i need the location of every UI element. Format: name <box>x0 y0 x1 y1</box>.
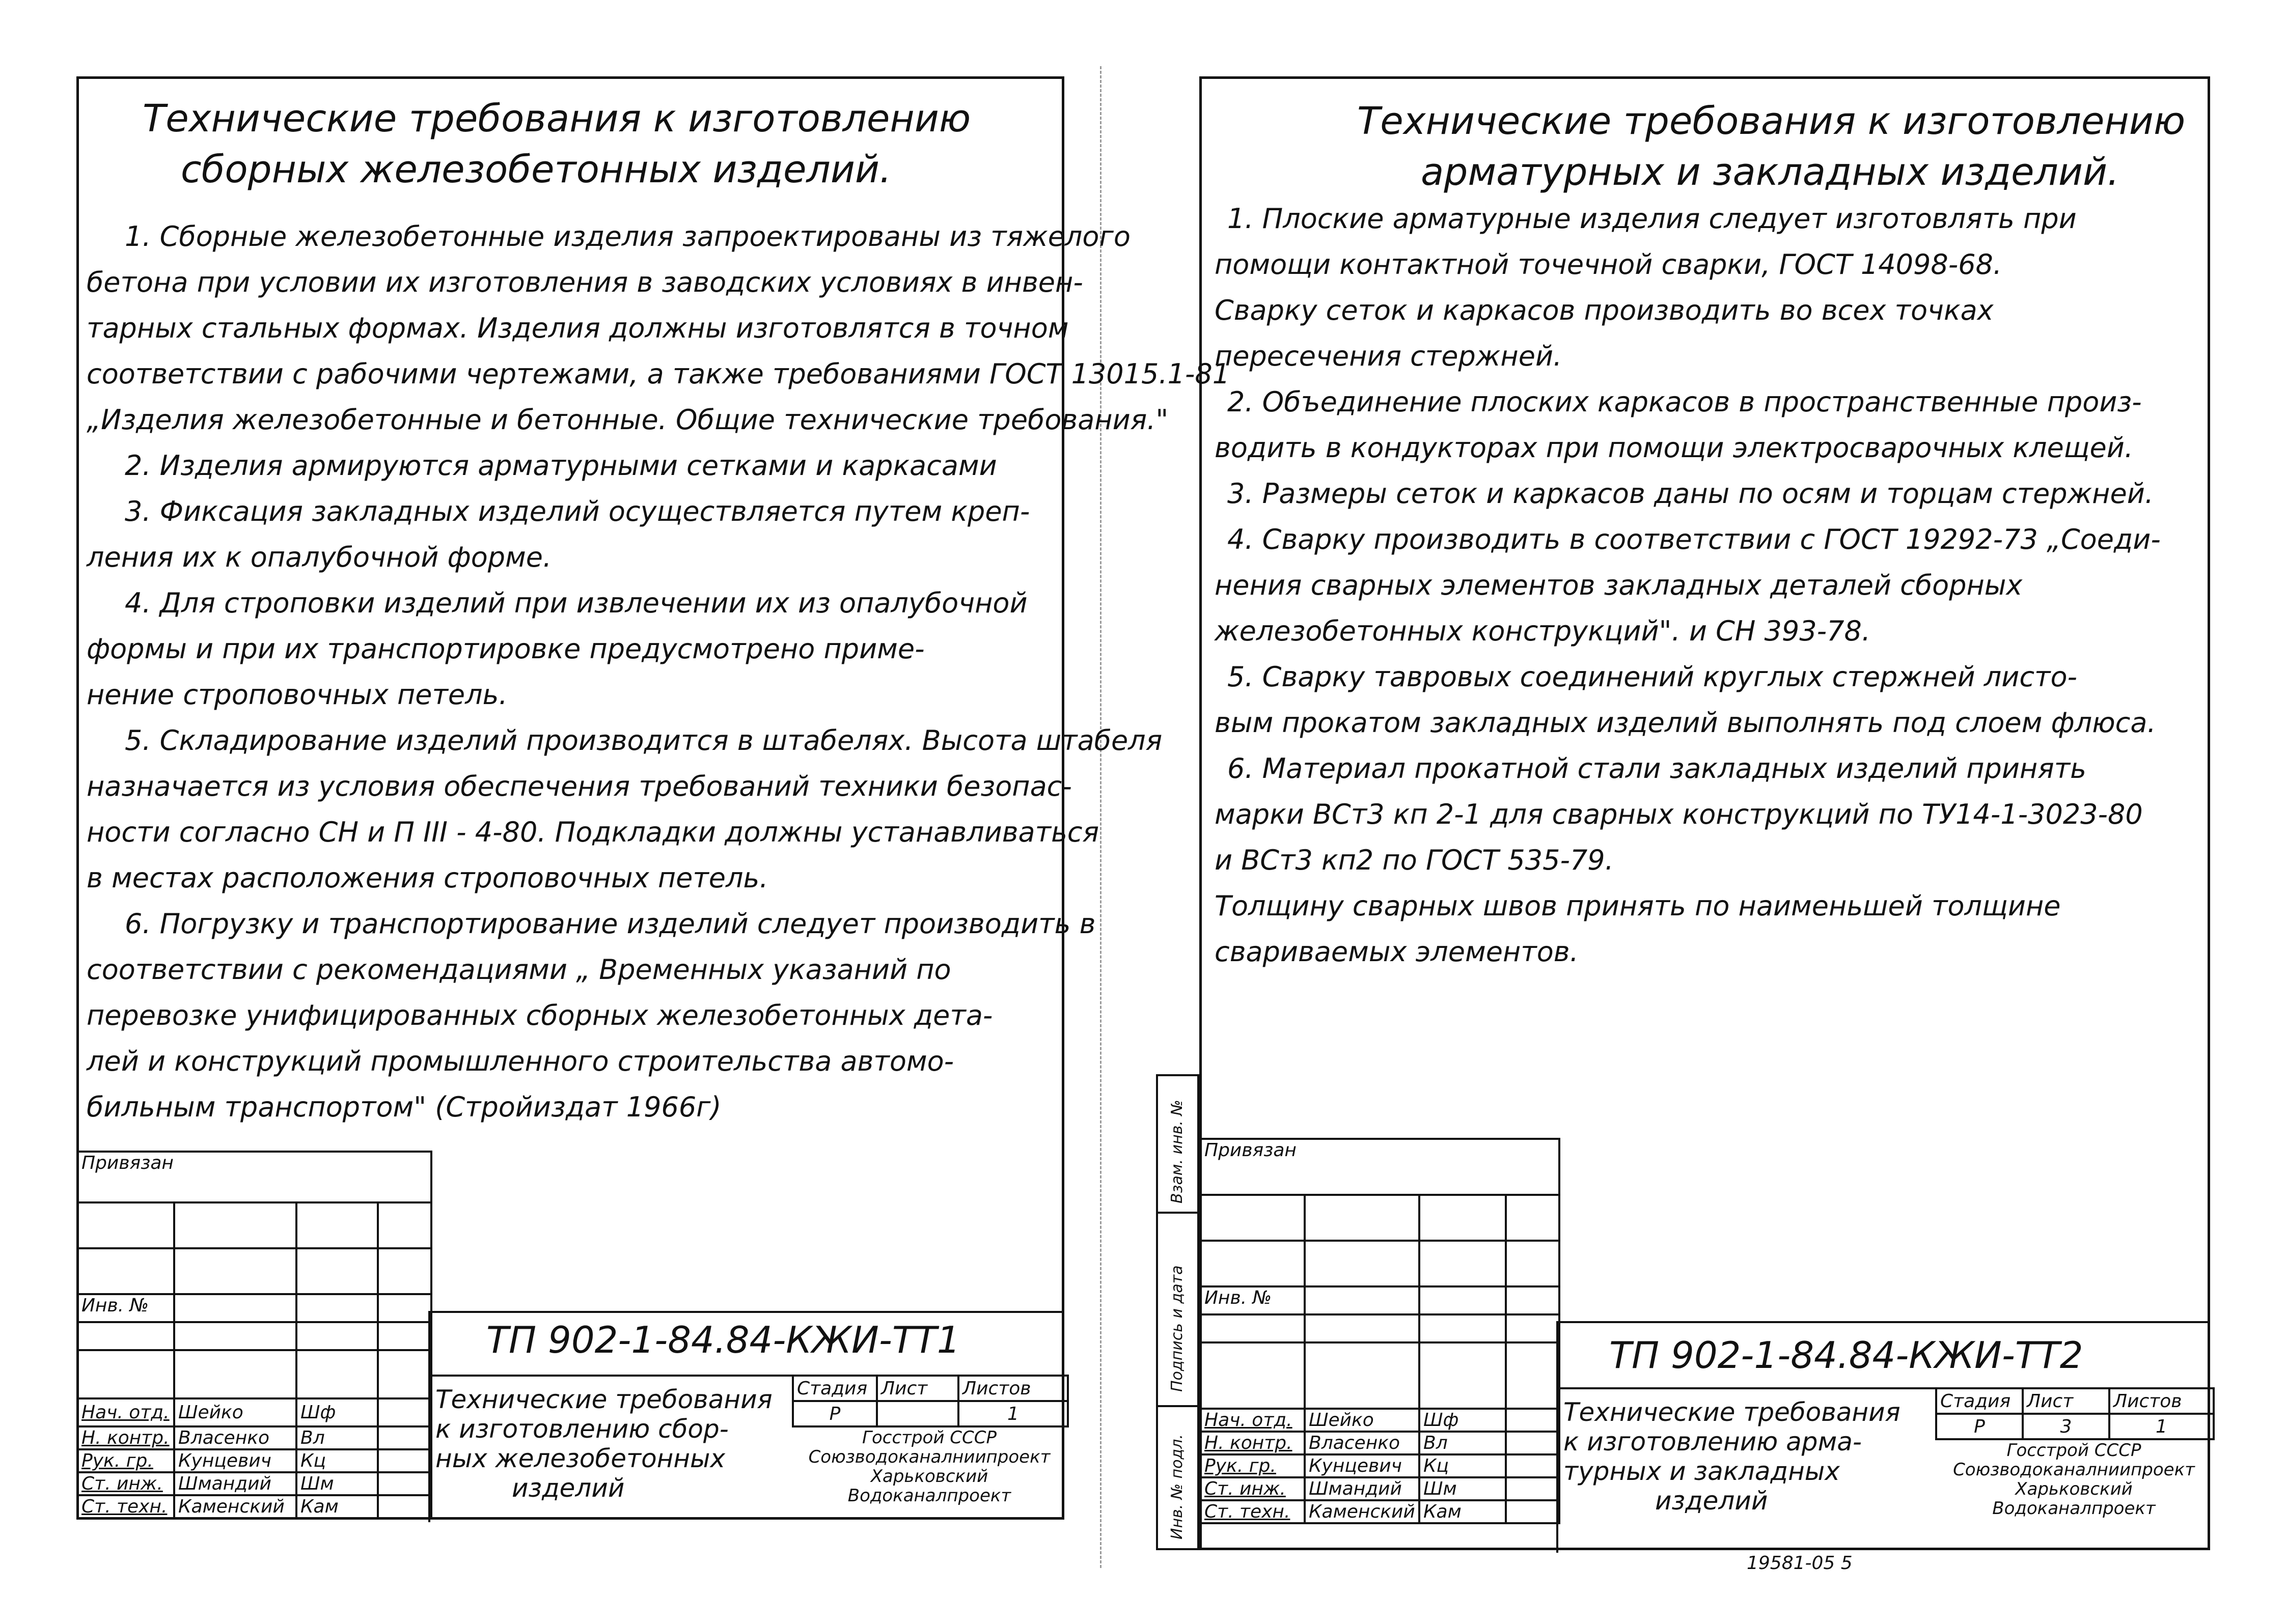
left-privyazan-block <box>76 1151 432 1519</box>
text-line: Харьковский <box>2015 1479 2133 1499</box>
text-line: Технические требования <box>1563 1397 1901 1427</box>
stamp-cell <box>1506 1241 1559 1286</box>
stamp-cell <box>1419 1314 1506 1342</box>
text-line: 2. Объединение плоских каркасов в пространственные произ- <box>1227 386 2142 418</box>
signature-cell: Вл <box>1419 1432 1506 1454</box>
text-line: нение строповочных петель. <box>87 679 508 711</box>
footnote-number: 19581-05 5 <box>1747 1553 1853 1574</box>
text-line: Харьковский <box>870 1466 988 1487</box>
right-privyazan-block <box>1199 1138 1560 1524</box>
stamp-cell <box>296 1202 378 1248</box>
stamp-cell <box>1200 1241 1305 1286</box>
inv-no-label: Инв. № <box>77 1294 174 1322</box>
stamp-cell <box>77 1202 174 1248</box>
text-line: Госстрой СССР <box>2006 1440 2141 1461</box>
name-cell: Власенко <box>1305 1432 1419 1454</box>
left-body <box>87 214 1230 1130</box>
text-line: помощи контактной точечной сварки, ГОСТ 14098-68. <box>1215 248 2002 281</box>
text-line: и ВСт3 кп2 по ГОСТ 535-79. <box>1215 844 1614 876</box>
signature-cell: Кам <box>296 1495 378 1518</box>
text-line: тарных стальных формах. Изделия должны изготовлятся в точном <box>87 312 1069 344</box>
text-line: формы и при их транспортировке предусмотрено приме- <box>87 633 925 665</box>
text-line: 3. Размеры сеток и каркасов даны по осям и торцам стержней. <box>1227 478 2154 510</box>
stamp-cell <box>1506 1409 1559 1432</box>
name-cell: Власенко <box>174 1426 296 1449</box>
stamp-cell <box>1506 1500 1559 1523</box>
name-cell: Шмандий <box>174 1472 296 1495</box>
text-line: Водоканалпроект <box>847 1486 1011 1506</box>
text-line: водить в кондукторах при помощи электросварочных клещей. <box>1215 432 2134 464</box>
role-cell: Ст. инж. <box>1200 1477 1305 1500</box>
signature-cell: Шм <box>296 1472 378 1495</box>
left-title-line-1: Технические требования к изготовлению <box>143 97 971 141</box>
role-cell: Рук. гр. <box>1200 1454 1305 1477</box>
text-line: марки ВСт3 кп 2-1 для сварных конструкций по ТУ14-1-3023-80 <box>1215 798 2143 830</box>
left-title <box>143 97 971 141</box>
sheet-value <box>877 1401 958 1426</box>
stamp-cell <box>174 1322 296 1350</box>
role-cell: Нач. отд. <box>77 1398 174 1426</box>
stage-value: Р <box>793 1401 877 1426</box>
signature-cell: Кц <box>1419 1454 1506 1477</box>
text-line: 6. Погрузку и транспортирование изделий следует производить в <box>125 908 1096 940</box>
right-side-table <box>1156 1074 1199 1550</box>
right-organization <box>1935 1441 2213 1518</box>
stamp-cell <box>77 1248 174 1294</box>
left-p2 <box>87 443 1057 489</box>
text-line: бильным транспортом" (Стройиздат 1966г) <box>87 1091 722 1123</box>
right-p1 <box>1215 196 2200 379</box>
side-label-original: Инв. № подл. <box>1168 1434 1186 1539</box>
role-cell: Рук. гр. <box>77 1449 174 1472</box>
text-line: Водоканалпроект <box>1992 1498 2156 1519</box>
text-line: 5. Складирование изделий производится в штабелях. Высота штабеля <box>125 724 1163 757</box>
text-line: 3. Фиксация закладных изделий осуществляется путем креп- <box>125 495 1030 527</box>
stamp-cell <box>1200 1314 1305 1342</box>
stamp-cell <box>378 1449 431 1472</box>
stamp-cell <box>1419 1286 1506 1314</box>
left-p5 <box>87 718 1163 901</box>
stamp-cell <box>1419 1241 1506 1286</box>
stamp-cell <box>378 1350 431 1398</box>
stamp-cell <box>1305 1195 1419 1241</box>
sheets-header: Листов <box>2109 1388 2214 1414</box>
sheets-value: 1 <box>958 1401 1068 1426</box>
right-body <box>1215 196 2200 975</box>
stamp-cell <box>1506 1477 1559 1500</box>
stamp-cell <box>1305 1241 1419 1286</box>
right-drawing-code: ТП 902-1-84.84-КЖИ-ТТ2 <box>1609 1334 2083 1377</box>
stamp-cell <box>296 1248 378 1294</box>
right-title-line-1: Технические требования к изготовлению <box>1357 99 2186 143</box>
left-p3 <box>87 489 1057 580</box>
sheet-header: Лист <box>2023 1388 2109 1414</box>
text-line: свариваемых элементов. <box>1215 936 1579 968</box>
role-cell: Ст. техн. <box>1200 1500 1305 1523</box>
stamp-cell <box>1305 1314 1419 1342</box>
left-organization <box>792 1428 1067 1505</box>
stamp-cell <box>378 1398 431 1426</box>
side-label-signature: Подпись и дата <box>1168 1265 1186 1392</box>
sheet-value: 3 <box>2023 1414 2109 1439</box>
stamp-cell <box>1200 1342 1305 1409</box>
stamp-cell <box>1506 1454 1559 1477</box>
right-p2 <box>1215 379 2200 471</box>
right-p5 <box>1215 654 2200 746</box>
left-sheet-name <box>435 1385 773 1503</box>
text-line: 4. Для строповки изделий при извлечении их из опалубочной <box>125 587 1028 619</box>
text-line: соответствии с рекомендациями „ Временных указаний по <box>87 954 951 986</box>
role-cell: Н. контр. <box>1200 1432 1305 1454</box>
text-line: перевозке унифицированных сборных железобетонных дета- <box>87 999 993 1031</box>
stamp-cell <box>378 1322 431 1350</box>
signature-cell: Кц <box>296 1449 378 1472</box>
right-title <box>1357 99 2185 143</box>
sheets-header: Листов <box>958 1376 1068 1401</box>
text-line: Госстрой СССР <box>862 1427 997 1448</box>
stage-value: Р <box>1936 1414 2023 1439</box>
text-line: изделий <box>1655 1486 1768 1516</box>
stamp-cell <box>1506 1314 1559 1342</box>
stage-header: Стадия <box>1936 1388 2023 1414</box>
sheet-header: Лист <box>877 1376 958 1401</box>
stamp-cell <box>174 1202 296 1248</box>
right-p7 <box>1215 883 2200 975</box>
text-line: Сварку сеток и каркасов производить во всех точках <box>1215 294 1994 326</box>
right-sheet <box>1199 76 2210 1550</box>
text-line: 2. Изделия армируются арматурными сетками и каркасами <box>125 450 997 482</box>
text-line: Союзводоканалниипроект <box>808 1447 1051 1467</box>
left-title-line-2: сборных железобетонных изделий. <box>181 148 892 191</box>
inv-no-label: Инв. № <box>1200 1286 1305 1314</box>
stamp-cell <box>378 1426 431 1449</box>
text-line: пересечения стержней. <box>1215 340 1562 372</box>
text-line: 1. Плоские арматурные изделия следует изготовлять при <box>1227 203 2077 235</box>
stamp-cell <box>1200 1195 1305 1241</box>
role-cell: Нач. отд. <box>1200 1409 1305 1432</box>
right-p4 <box>1215 517 2200 654</box>
privyazan-label: Привязан <box>1200 1139 1559 1195</box>
signature-cell: Шф <box>1419 1409 1506 1432</box>
text-line: изделий <box>512 1473 625 1503</box>
signature-cell: Шф <box>296 1398 378 1426</box>
stamp-cell <box>1305 1286 1419 1314</box>
right-p3 <box>1215 471 2200 517</box>
stamp-cell <box>1506 1342 1559 1409</box>
text-line: Союзводоканалниипроект <box>1953 1460 2195 1480</box>
text-line: 4. Сварку производить в соответствии с ГОСТ 19292-73 „Соеди- <box>1227 523 2161 555</box>
signature-cell: Шм <box>1419 1477 1506 1500</box>
stamp-cell <box>296 1322 378 1350</box>
privyazan-label: Привязан <box>77 1152 431 1202</box>
text-line: Толщину сварных швов принять по наименьшей толщине <box>1215 890 2061 922</box>
stamp-cell <box>1506 1286 1559 1314</box>
text-line: ных железобетонных <box>435 1444 726 1473</box>
role-cell: Ст. инж. <box>77 1472 174 1495</box>
text-line: лей и конструкций промышленного строительства автомо- <box>87 1045 954 1077</box>
text-line: вым прокатом закладных изделий выполнять под слоем флюса. <box>1215 707 2156 739</box>
text-line: к изготовлению арма- <box>1563 1427 1862 1457</box>
text-line: в местах расположения строповочных петель. <box>87 862 768 894</box>
name-cell: Шмандий <box>1305 1477 1419 1500</box>
stage-header: Стадия <box>793 1376 877 1401</box>
stamp-cell <box>174 1248 296 1294</box>
left-p6 <box>87 901 1096 1130</box>
text-line: бетона при условии их изготовления в заводских условиях в инвен- <box>87 266 1083 298</box>
name-cell: Каменский <box>1305 1500 1419 1523</box>
text-line: ности согласно СН и П III - 4-80. Подкладки должны устанавливаться <box>87 816 1099 848</box>
right-sheet-name <box>1563 1397 1901 1516</box>
stamp-cell <box>378 1294 431 1322</box>
role-cell: Ст. техн. <box>77 1495 174 1518</box>
stamp-cell <box>378 1495 431 1518</box>
stamp-cell <box>378 1248 431 1294</box>
name-cell: Шейко <box>1305 1409 1419 1432</box>
stamp-cell <box>378 1202 431 1248</box>
stamp-cell <box>77 1322 174 1350</box>
right-p6 <box>1215 746 2200 883</box>
text-line: „Изделия железобетонные и бетонные. Общие технические требования." <box>87 404 1169 436</box>
left-p1 <box>87 214 1230 443</box>
stamp-cell <box>174 1350 296 1398</box>
side-label-replace: Взам. инв. № <box>1168 1100 1186 1203</box>
text-line: 5. Сварку тавровых соединений круглых стержней листо- <box>1227 661 2078 693</box>
fold-line <box>1100 66 1101 1568</box>
right-stage-table <box>1935 1387 2215 1440</box>
sheets-value: 1 <box>2109 1414 2214 1439</box>
name-cell: Шейко <box>174 1398 296 1426</box>
stamp-cell <box>1506 1432 1559 1454</box>
name-cell: Кунцевич <box>174 1449 296 1472</box>
stamp-cell <box>1305 1342 1419 1409</box>
stamp-cell <box>174 1294 296 1322</box>
name-cell: Кунцевич <box>1305 1454 1419 1477</box>
right-title-2 <box>1421 150 2119 194</box>
stamp-cell <box>77 1350 174 1398</box>
text-line: назначается из условия обеспечения требований техники безопас- <box>87 770 1072 802</box>
text-line: нения сварных элементов закладных деталей сборных <box>1215 569 2023 601</box>
stamp-cell <box>1506 1195 1559 1241</box>
left-drawing-code: ТП 902-1-84.84-КЖИ-ТТ1 <box>486 1319 960 1361</box>
stamp-cell <box>1419 1342 1506 1409</box>
role-cell: Н. контр. <box>77 1426 174 1449</box>
text-line: железобетонных конструкций". и СН 393-78. <box>1215 615 1870 647</box>
text-line: 1. Сборные железобетонные изделия запроектированы из тяжелого <box>125 220 1131 253</box>
text-line: соответствии с рабочими чертежами, а также требованиями ГОСТ 13015.1-81 <box>87 358 1230 390</box>
stamp-cell <box>1419 1195 1506 1241</box>
signature-cell: Вл <box>296 1426 378 1449</box>
text-line: ления их к опалубочной форме. <box>87 541 552 573</box>
left-stage-table <box>792 1375 1069 1427</box>
stamp-cell <box>296 1350 378 1398</box>
text-line: Технические требования <box>435 1385 773 1414</box>
name-cell: Каменский <box>174 1495 296 1518</box>
text-line: 6. Материал прокатной стали закладных изделий принять <box>1227 752 2086 785</box>
left-title-2 <box>181 148 892 191</box>
text-line: к изготовлению сбор- <box>435 1414 729 1444</box>
stamp-cell <box>378 1472 431 1495</box>
stamp-cell <box>296 1294 378 1322</box>
text-line: турных и закладных <box>1563 1457 1840 1486</box>
left-p4 <box>87 580 1057 718</box>
signature-cell: Кам <box>1419 1500 1506 1523</box>
right-title-line-2: арматурных и закладных изделий. <box>1421 150 2119 194</box>
